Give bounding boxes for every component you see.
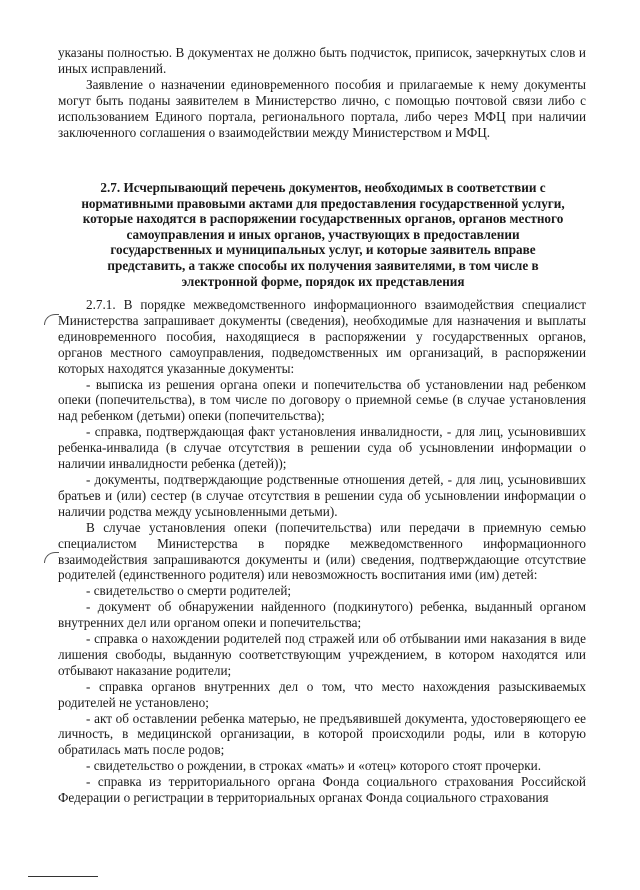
- intro-paragraph-1: указаны полностью. В документах не должно быть подчисток, приписок, зачеркнутых слов и иных исправлений.: [58, 45, 586, 76]
- section-heading: 2.7. Исчерпывающий перечень документов, необходимых в соответствии с нормативными правовыми актами для предоставления государственной услуги, которые находятся в распоряжении государственных органов, органов местного самоуправления и иных органов, участвующих в предоставлении государственных и муниципальных услуг, и которые заявитель вправе представить, а также способы их получения заявителями, в том числе в электронной форме, порядок их представления: [81, 180, 565, 289]
- list-item: - справка органов внутренних дел о том, что место нахождения разыскиваемых родителей не установлено;: [58, 678, 586, 710]
- list-item: - документы, подтверждающие родственные отношения детей, - для лиц, усыновивших братьев и (или) сестер (в случае отсутствия в решении суда об усыновлении информации о наличии родства между усыновленными детьми).: [58, 471, 586, 519]
- scan-artifact: [44, 314, 59, 325]
- body-paragraph-2: В случае установления опеки (попечительства) или передачи в приемную семью специалистом Министерства в порядке межведомственного информационного взаимодействия запрашиваются документы и (или) сведения, подтверждающие отсутствие родителей (единственного родителя) или невозможность воспитания ими (им) детей:: [58, 519, 586, 583]
- footer-divider: [28, 876, 98, 877]
- list-item: - свидетельство о смерти родителей;: [86, 583, 292, 599]
- intro-text: [58, 45, 586, 140]
- scan-artifact: [44, 552, 59, 563]
- section-body: [58, 297, 586, 806]
- list-item: - свидетельство о рождении, в строках «мать» и «отец» которого стоят прочерки.: [86, 758, 541, 774]
- list-item: - справка о нахождении родителей под стражей или об отбывании ими наказания в виде лишения свободы, выданную соответствующим учреждением, в котором находятся или отбывают наказание родители;: [58, 631, 586, 678]
- list-item: - документ об обнаружении найденного (подкинутого) ребенка, выданный органом внутренних дел или органом опеки и попечительства;: [58, 599, 586, 631]
- list-item: - акт об оставлении ребенка матерью, не предъявившей документа, удостоверяющего ее личность, в медицинской организации, в которой происходили роды, или в которую обратилась мать после родов;: [58, 710, 586, 758]
- list-item: - выписка из решения органа опеки и попечительства об установлении над ребенком опеки (попечительства), в том числе по договору о приемной семье (в случае установления над ребенком (детьми) опеки (попечительства);: [58, 376, 586, 424]
- intro-paragraph-2: Заявление о назначении единовременного пособия и прилагаемые к нему документы могут быть поданы заявителем в Министерство лично, с помощью почтовой связи либо с использованием Единого портала, регионального портала, либо через МФЦ при наличии заключенного соглашения о взаимодействии между Министерством и МФЦ.: [58, 76, 586, 140]
- body-paragraph-1: 2.7.1. В порядке межведомственного информационного взаимодействия специалист Министерства запрашивает документы (сведения), необходимые для назначения и выплаты единовременного пособия, находящиеся в распоряжении у государственных органов, органов местного самоуправления, подведомственных им организаций, в распоряжении которых находятся указанные документы:: [58, 297, 586, 376]
- list-item: - справка из территориального органа Фонда социального страхования Российской Федерации о регистрации в территориальных органах Фонда социального страхования: [58, 774, 586, 806]
- list-item: - справка, подтверждающая факт установления инвалидности, - для лиц, усыновивших ребенка-инвалида (в случае отсутствия в решении суда об усыновлении информации о наличии инвалидности ребенка (детей));: [58, 424, 586, 472]
